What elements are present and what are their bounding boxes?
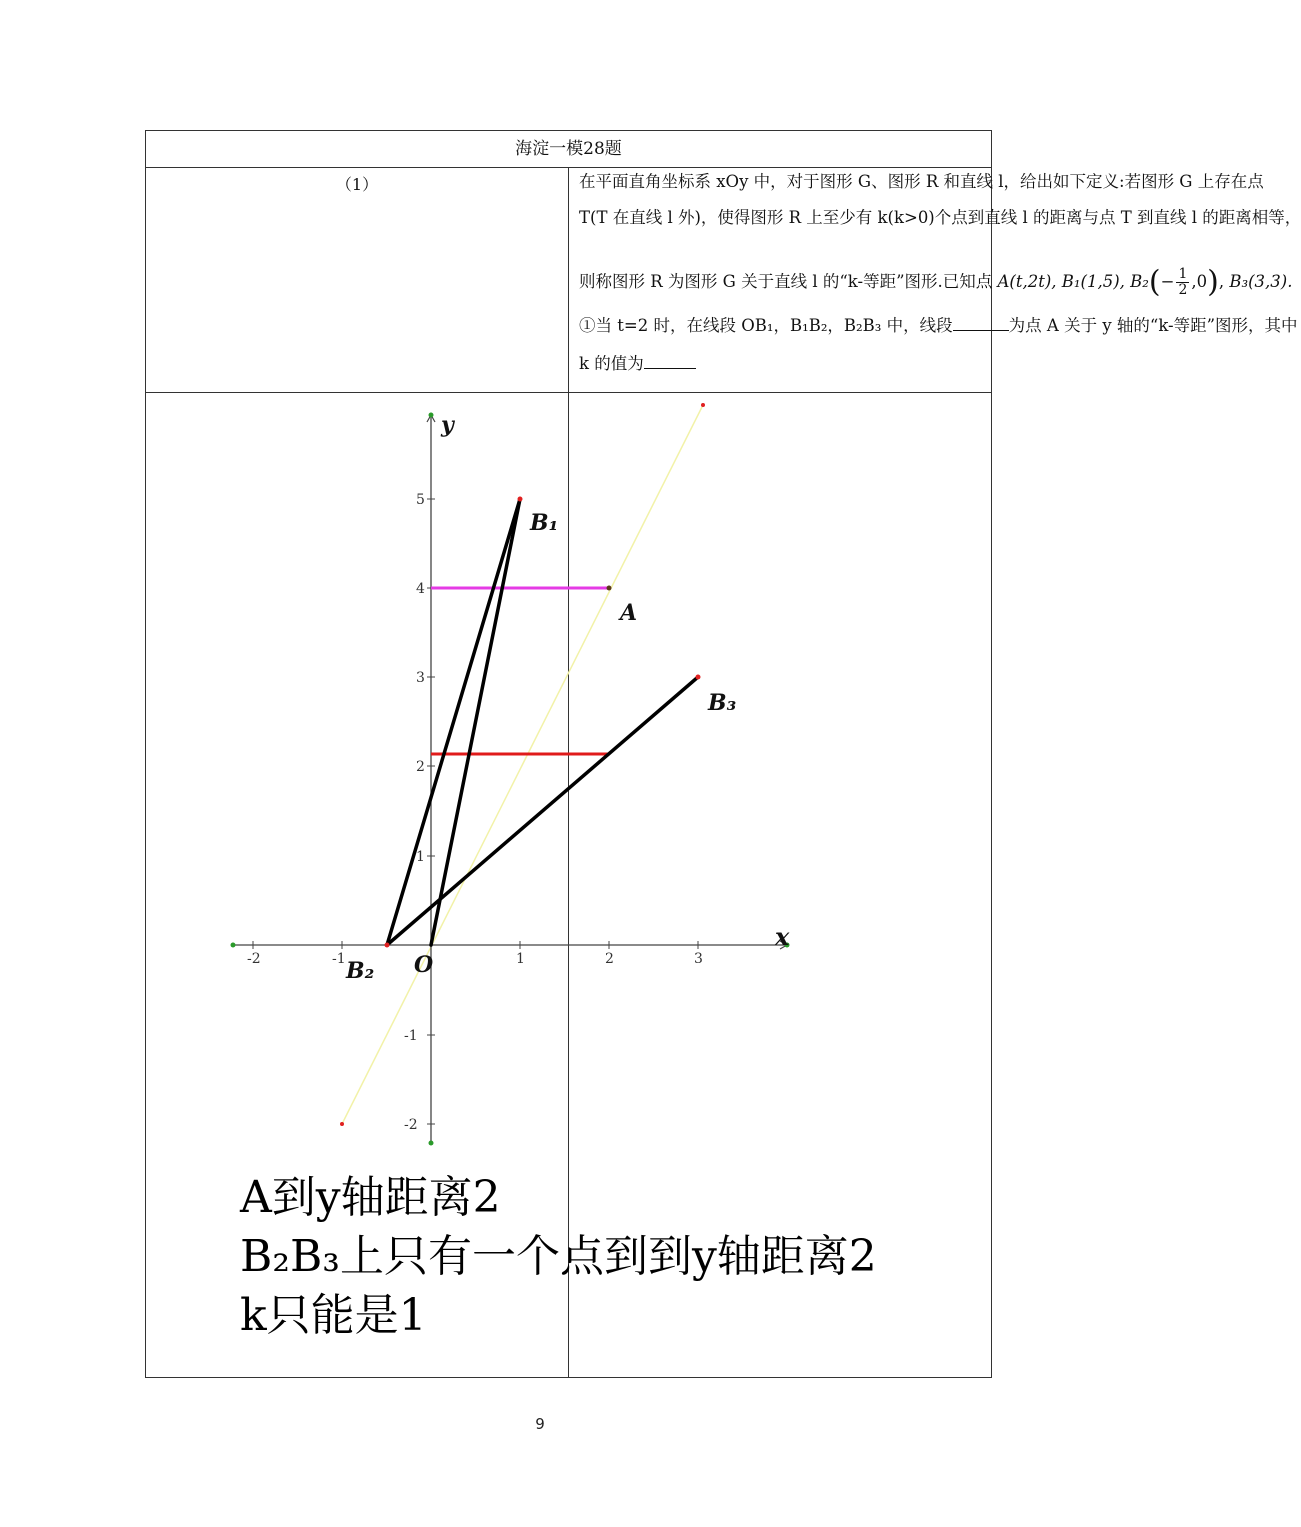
x-axis-label: x — [775, 922, 790, 951]
note-line-1: A到y轴距离2 — [240, 1172, 501, 1223]
problem-line-3: 则称图形 R 为图形 G 关于直线 l 的“k-等距”图形.已知点 A(t,2t), B₁(1,5), B₂(− $\frac{1}{2}$ ,0), B₃(3,3). — [579, 264, 1293, 300]
problem-number: （1） — [146, 168, 569, 393]
axis-endpoint — [429, 1141, 434, 1146]
x-tick-label: 3 — [694, 951, 703, 967]
x-tick-label: -1 — [332, 951, 346, 967]
x-tick-label: 2 — [605, 951, 614, 967]
point-a-marker — [607, 586, 612, 591]
point-b2-marker — [385, 943, 390, 948]
handwritten-notes — [240, 1168, 877, 1345]
problem-line-4b: 为点 A 关于 y 轴的“k-等距”图形，其中 — [1008, 316, 1298, 335]
origin-label: O — [414, 952, 434, 978]
segment-b1b2 — [387, 499, 520, 945]
x-tick-label: 1 — [516, 951, 525, 967]
problem-line-3-text: 则称图形 R 为图形 G 关于直线 l 的“k-等距”图形.已知点 — [579, 272, 993, 291]
problem-line-5-text: k 的值为 — [579, 354, 644, 373]
open-paren: ( — [1148, 264, 1161, 300]
label-b2: B₂ — [346, 958, 375, 984]
page-number: 9 — [535, 1415, 545, 1433]
y-tick-label: 3 — [416, 670, 425, 686]
close-paren: ) — [1207, 264, 1219, 300]
table-title: 海淀一模28题 — [146, 131, 992, 168]
note-line-3: k只能是1 — [240, 1290, 427, 1341]
point-b2-tail: ,0 — [1191, 272, 1208, 291]
label-a: A — [620, 600, 638, 626]
segment-b2b3 — [387, 677, 698, 945]
point-b1-marker — [518, 497, 523, 502]
problem-line-4a: ①当 t=2 时，在线段 OB₁，B₁B₂，B₂B₃ 中，线段 — [579, 316, 953, 335]
point-b3: B₃(3,3). — [1229, 272, 1293, 291]
label-b3: B₃ — [708, 690, 737, 716]
guide-line — [342, 405, 703, 1124]
x-tick-label: -2 — [247, 951, 261, 967]
point-a: A(t,2t), — [997, 272, 1057, 291]
y-tick-label: 4 — [416, 581, 425, 597]
segment-ob1 — [431, 499, 520, 945]
problem-line-1: 在平面直角坐标系 xOy 中，对于图形 G、图形 R 和直线 l，给出如下定义:若图形 G 上存在点 — [579, 172, 1264, 191]
label-b1: B₁ — [530, 510, 559, 536]
note-line-2: B₂B₃上只有一个点到到y轴距离2 — [240, 1231, 877, 1282]
y-tick-label: 2 — [416, 759, 425, 775]
axis-endpoint — [429, 413, 434, 418]
y-tick-label: 5 — [416, 492, 425, 508]
fraction-half — [1176, 267, 1189, 299]
axis-endpoint — [231, 943, 236, 948]
y-tick-label: -1 — [404, 1028, 418, 1044]
problem-line-2: T(T 在直线 l 外)，使得图形 R 上至少有 k(k>0)个点到直线 l 的距离与点 T 到直线 l 的距离相等， — [579, 208, 1301, 227]
y-tick-label: -2 — [404, 1117, 418, 1133]
point-b2-label: B₂ — [1130, 272, 1149, 291]
y-tick-label: 1 — [416, 849, 425, 865]
guide-endpoint — [340, 1122, 344, 1126]
point-b3-marker — [696, 675, 701, 680]
fraction-numerator: 1 — [1178, 265, 1188, 282]
fraction-denominator: 2 — [1178, 282, 1188, 298]
guide-endpoint — [701, 403, 705, 407]
y-axis-label: y — [441, 412, 454, 438]
point-b1: B₁(1,5), — [1061, 272, 1125, 291]
